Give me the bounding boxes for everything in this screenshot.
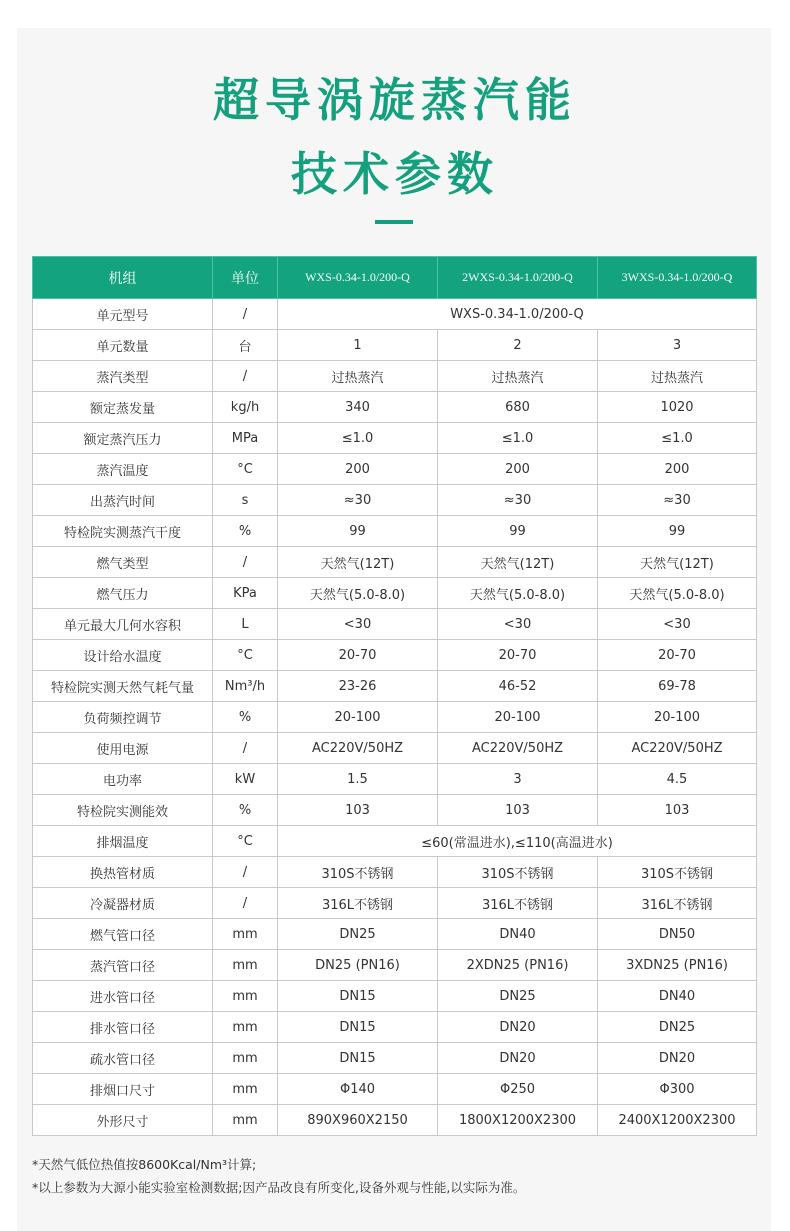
- table-row: [33, 733, 757, 764]
- row-value: 1020: [598, 392, 757, 423]
- table-row: [33, 547, 757, 578]
- row-value: DN50: [598, 919, 757, 950]
- row-label: 额定蒸汽压力: [33, 423, 213, 454]
- row-label: 特检院实测天然气耗气量: [33, 671, 213, 702]
- row-unit: mm: [213, 950, 278, 981]
- row-value: Φ140: [278, 1074, 438, 1105]
- row-value: <30: [438, 609, 598, 640]
- table-row: [33, 981, 757, 1012]
- table-row: [33, 423, 757, 454]
- row-unit: mm: [213, 1074, 278, 1105]
- row-label: 疏水管口径: [33, 1043, 213, 1074]
- table-row: [33, 1074, 757, 1105]
- table-row: [33, 454, 757, 485]
- spec-table: [32, 256, 757, 1136]
- row-value: 天然气(12T): [598, 547, 757, 578]
- row-unit: °C: [213, 826, 278, 857]
- row-label: 进水管口径: [33, 981, 213, 1012]
- row-value: 3: [598, 330, 757, 361]
- row-label: 使用电源: [33, 733, 213, 764]
- row-merged-value: WXS-0.34-1.0/200-Q: [278, 299, 757, 330]
- row-unit: °C: [213, 454, 278, 485]
- row-unit: mm: [213, 919, 278, 950]
- row-value: DN20: [598, 1043, 757, 1074]
- row-value: 过热蒸汽: [598, 361, 757, 392]
- header-unit-group: 机组: [33, 257, 213, 299]
- row-value: Φ250: [438, 1074, 598, 1105]
- row-label: 负荷频控调节: [33, 702, 213, 733]
- row-value: 310S不锈钢: [598, 857, 757, 888]
- row-unit: kW: [213, 764, 278, 795]
- row-value: ≈30: [438, 485, 598, 516]
- header-model-3: 3WXS-0.34-1.0/200-Q: [598, 257, 757, 299]
- row-value: DN15: [278, 1012, 438, 1043]
- row-value: DN15: [278, 1043, 438, 1074]
- table-row: [33, 888, 757, 919]
- row-value: 99: [278, 516, 438, 547]
- row-label: 排水管口径: [33, 1012, 213, 1043]
- row-value: 天然气(12T): [278, 547, 438, 578]
- row-value: <30: [278, 609, 438, 640]
- row-label: 设计给水温度: [33, 640, 213, 671]
- row-value: 4.5: [598, 764, 757, 795]
- row-value: <30: [598, 609, 757, 640]
- row-value: 103: [438, 795, 598, 826]
- row-value: 20-70: [598, 640, 757, 671]
- row-label: 排烟口尺寸: [33, 1074, 213, 1105]
- row-value: 2400X1200X2300: [598, 1105, 757, 1136]
- table-row: [33, 516, 757, 547]
- row-merged-value: ≤60(常温进水),≤110(高温进水): [278, 826, 757, 857]
- row-value: 316L不锈钢: [278, 888, 438, 919]
- table-row: [33, 361, 757, 392]
- row-unit: kg/h: [213, 392, 278, 423]
- table-row: [33, 1043, 757, 1074]
- table-row: [33, 392, 757, 423]
- row-value: 20-70: [278, 640, 438, 671]
- row-value: DN40: [598, 981, 757, 1012]
- row-unit: mm: [213, 1105, 278, 1136]
- row-label: 燃气类型: [33, 547, 213, 578]
- row-value: AC220V/50HZ: [278, 733, 438, 764]
- row-label: 换热管材质: [33, 857, 213, 888]
- page-title-line1: 超导涡旋蒸汽能: [213, 73, 577, 127]
- table-row: [33, 919, 757, 950]
- row-unit: %: [213, 516, 278, 547]
- row-value: 过热蒸汽: [438, 361, 598, 392]
- row-value: ≈30: [598, 485, 757, 516]
- header-unit: 单位: [213, 257, 278, 299]
- row-value: 过热蒸汽: [278, 361, 438, 392]
- table-row: [33, 299, 757, 330]
- row-label: 额定蒸发量: [33, 392, 213, 423]
- row-unit: %: [213, 795, 278, 826]
- footnotes: [32, 1153, 772, 1199]
- row-value: DN40: [438, 919, 598, 950]
- row-value: 200: [278, 454, 438, 485]
- row-unit: mm: [213, 1012, 278, 1043]
- row-unit: /: [213, 361, 278, 392]
- row-value: 20-100: [278, 702, 438, 733]
- row-unit: °C: [213, 640, 278, 671]
- row-value: 103: [598, 795, 757, 826]
- row-value: DN15: [278, 981, 438, 1012]
- row-value: 46-52: [438, 671, 598, 702]
- table-row: [33, 640, 757, 671]
- row-label: 燃气管口径: [33, 919, 213, 950]
- row-label: 外形尺寸: [33, 1105, 213, 1136]
- row-unit: 台: [213, 330, 278, 361]
- row-unit: /: [213, 888, 278, 919]
- row-value: 20-100: [598, 702, 757, 733]
- row-label: 排烟温度: [33, 826, 213, 857]
- row-value: 310S不锈钢: [438, 857, 598, 888]
- row-label: 单元型号: [33, 299, 213, 330]
- row-value: 103: [278, 795, 438, 826]
- row-unit: KPa: [213, 578, 278, 609]
- row-value: 天然气(5.0-8.0): [278, 578, 438, 609]
- row-value: ≤1.0: [598, 423, 757, 454]
- row-value: DN25: [278, 919, 438, 950]
- table-row: [33, 1012, 757, 1043]
- row-value: 99: [438, 516, 598, 547]
- row-value: DN25: [438, 981, 598, 1012]
- table-row: [33, 609, 757, 640]
- table-row: [33, 764, 757, 795]
- title-divider: [375, 220, 413, 224]
- table-row: [33, 702, 757, 733]
- row-value: 3: [438, 764, 598, 795]
- table-row: [33, 857, 757, 888]
- row-value: 23-26: [278, 671, 438, 702]
- row-value: 69-78: [598, 671, 757, 702]
- row-label: 冷凝器材质: [33, 888, 213, 919]
- row-value: 200: [438, 454, 598, 485]
- table-header-row: [33, 257, 757, 299]
- row-unit: MPa: [213, 423, 278, 454]
- row-value: 99: [598, 516, 757, 547]
- row-value: 316L不锈钢: [438, 888, 598, 919]
- row-label: 蒸汽温度: [33, 454, 213, 485]
- row-value: 1: [278, 330, 438, 361]
- row-label: 单元数量: [33, 330, 213, 361]
- row-value: DN20: [438, 1012, 598, 1043]
- row-unit: s: [213, 485, 278, 516]
- row-label: 电功率: [33, 764, 213, 795]
- table-row: [33, 485, 757, 516]
- page-title-line2: 技术参数: [291, 147, 499, 201]
- row-label: 单元最大几何水容积: [33, 609, 213, 640]
- row-value: 1800X1200X2300: [438, 1105, 598, 1136]
- row-label: 出蒸汽时间: [33, 485, 213, 516]
- header-model-1: WXS-0.34-1.0/200-Q: [278, 257, 438, 299]
- row-unit: mm: [213, 981, 278, 1012]
- row-value: 20-70: [438, 640, 598, 671]
- row-value: DN20: [438, 1043, 598, 1074]
- row-value: ≈30: [278, 485, 438, 516]
- table-row: [33, 795, 757, 826]
- row-value: 2XDN25 (PN16): [438, 950, 598, 981]
- row-value: ≤1.0: [438, 423, 598, 454]
- row-unit: /: [213, 733, 278, 764]
- row-value: 天然气(5.0-8.0): [438, 578, 598, 609]
- row-unit: /: [213, 857, 278, 888]
- row-value: 200: [598, 454, 757, 485]
- row-label: 蒸汽管口径: [33, 950, 213, 981]
- row-value: Φ300: [598, 1074, 757, 1105]
- row-unit: %: [213, 702, 278, 733]
- table-row: [33, 950, 757, 981]
- row-unit: /: [213, 547, 278, 578]
- row-value: 310S不锈钢: [278, 857, 438, 888]
- row-value: 316L不锈钢: [598, 888, 757, 919]
- row-value: 2: [438, 330, 598, 361]
- row-unit: /: [213, 299, 278, 330]
- footnote: *天然气低位热值按8600Kcal/Nm³计算;: [32, 1157, 257, 1172]
- footnote: *以上参数为大源小能实验室检测数据;因产品改良有所变化,设备外观与性能,以实际为准。: [32, 1180, 526, 1195]
- row-label: 蒸汽类型: [33, 361, 213, 392]
- row-value: 天然气(12T): [438, 547, 598, 578]
- header-model-2: 2WXS-0.34-1.0/200-Q: [438, 257, 598, 299]
- table-row: [33, 826, 757, 857]
- row-label: 燃气压力: [33, 578, 213, 609]
- table-row: [33, 330, 757, 361]
- row-value: DN25 (PN16): [278, 950, 438, 981]
- table-body: [33, 299, 757, 1136]
- row-value: AC220V/50HZ: [438, 733, 598, 764]
- row-value: ≤1.0: [278, 423, 438, 454]
- row-value: 3XDN25 (PN16): [598, 950, 757, 981]
- table-row: [33, 1105, 757, 1136]
- table-row: [33, 671, 757, 702]
- row-value: 340: [278, 392, 438, 423]
- row-value: 20-100: [438, 702, 598, 733]
- row-value: 890X960X2150: [278, 1105, 438, 1136]
- row-value: DN25: [598, 1012, 757, 1043]
- row-value: 1.5: [278, 764, 438, 795]
- row-unit: L: [213, 609, 278, 640]
- row-unit: Nm³/h: [213, 671, 278, 702]
- row-value: 天然气(5.0-8.0): [598, 578, 757, 609]
- table-row: [33, 578, 757, 609]
- row-unit: mm: [213, 1043, 278, 1074]
- row-label: 特检院实测能效: [33, 795, 213, 826]
- row-value: 680: [438, 392, 598, 423]
- row-value: AC220V/50HZ: [598, 733, 757, 764]
- row-label: 特检院实测蒸汽干度: [33, 516, 213, 547]
